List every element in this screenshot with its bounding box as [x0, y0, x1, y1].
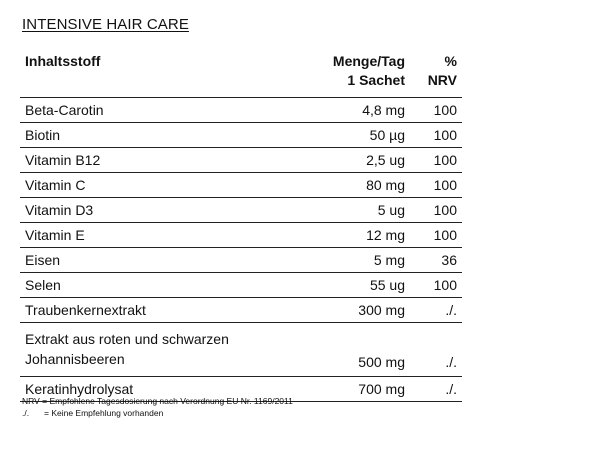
ingredient-amount: 300 mg [276, 298, 410, 323]
table-row [20, 123, 462, 148]
table-row [20, 298, 462, 323]
ingredient-name: Eisen [20, 248, 276, 273]
ingredient-name: Selen [20, 273, 276, 298]
ingredient-name-line2: Johannisbeeren [25, 351, 125, 367]
ingredient-amount: 4,8 mg [276, 98, 410, 123]
ingredient-name: Vitamin E [20, 223, 276, 248]
footnote-nrv: NRV = Empfohlene Tagesdosierung nach Verordnung EU Nr. 1169/2011 [22, 396, 293, 406]
nutrition-table [20, 48, 462, 402]
table-row [20, 98, 462, 123]
ingredient-amount: 5 mg [276, 248, 410, 273]
page-title: INTENSIVE HAIR CARE [22, 16, 189, 33]
ingredient-nrv: ./. [410, 323, 462, 377]
ingredient-name: Vitamin C [20, 173, 276, 198]
ingredient-amount: 700 mg [276, 377, 410, 402]
ingredient-nrv: 100 [410, 273, 462, 298]
ingredient-nrv: 100 [410, 198, 462, 223]
footnote-symbol: ./. [22, 408, 30, 418]
table-header-row [20, 48, 462, 98]
ingredient-amount: 500 mg [276, 323, 410, 377]
ingredient-nrv: 100 [410, 173, 462, 198]
ingredient-nrv: 100 [410, 148, 462, 173]
table-row [20, 223, 462, 248]
ingredient-nrv: 36 [410, 248, 462, 273]
footnotes [22, 395, 293, 419]
footnote-not-available [22, 407, 293, 419]
header-ingredient: Inhaltsstoff [20, 48, 276, 98]
ingredient-amount: 50 µg [276, 123, 410, 148]
ingredient-name: Traubenkernextrakt [20, 298, 276, 323]
footnote-text: = Keine Empfehlung vorhanden [44, 408, 164, 418]
ingredient-amount: 55 ug [276, 273, 410, 298]
header-amount-line2: 1 Sachet [347, 72, 405, 88]
table-row [20, 273, 462, 298]
ingredient-name: Biotin [20, 123, 276, 148]
ingredient-nrv: 100 [410, 123, 462, 148]
ingredient-nrv: ./. [410, 377, 462, 402]
header-amount-line1: Menge/Tag [332, 53, 405, 69]
ingredient-nrv: ./. [410, 298, 462, 323]
header-nrv: % NRV [410, 48, 462, 98]
ingredient-amount: 12 mg [276, 223, 410, 248]
ingredient-name [20, 323, 276, 377]
ingredient-nrv: 100 [410, 223, 462, 248]
table-row [20, 323, 462, 377]
ingredient-name: Vitamin B12 [20, 148, 276, 173]
ingredient-nrv: 100 [410, 98, 462, 123]
ingredient-amount: 80 mg [276, 173, 410, 198]
table-row [20, 198, 462, 223]
ingredient-name: Keratinhydrolysat [20, 377, 276, 402]
ingredient-name: Beta-Carotin [20, 98, 276, 123]
ingredient-amount: 2,5 ug [276, 148, 410, 173]
ingredient-amount: 5 ug [276, 198, 410, 223]
ingredient-name: Vitamin D3 [20, 198, 276, 223]
table-row [20, 148, 462, 173]
table-row [20, 173, 462, 198]
header-amount [276, 48, 410, 98]
table-row [20, 248, 462, 273]
ingredient-name-line1: Extrakt aus roten und schwarzen [25, 331, 229, 347]
